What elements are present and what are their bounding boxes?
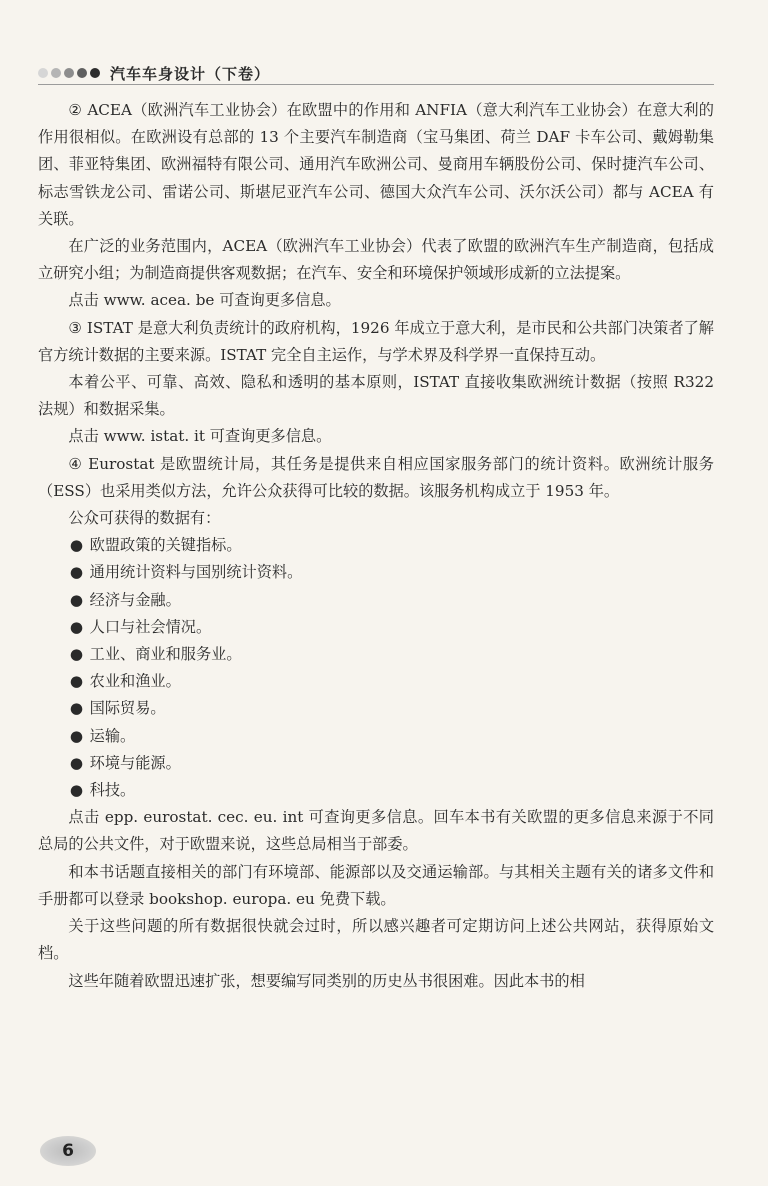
list-item: ● 农业和渔业。	[38, 668, 714, 695]
dot-icon	[64, 68, 74, 78]
paragraph-eu-expansion: 这些年随着欧盟迅速扩张，想要编写同类别的历史丛书很困难。因此本书的相	[68, 971, 585, 990]
paragraph-related-departments: 和本书话题直接相关的部门有环境部、能源部以及交通运输部。与其相关主题有关的诸多文件和手册都可以登录 bookshop. europa. eu 免费下载。	[38, 862, 714, 908]
page-number-badge	[40, 1136, 96, 1166]
bullet-icon: ●	[69, 536, 84, 555]
list-item: ● 欧盟政策的关键指标。	[38, 532, 714, 559]
bullet-icon: ●	[69, 726, 84, 745]
list-item: ● 经济与金融。	[38, 587, 714, 614]
paragraph-data-outdated: 关于这些问题的所有数据很快就会过时，所以感兴趣者可定期访问上述公共网站，获得原始文档。	[38, 917, 714, 963]
paragraph-istat-intro: ③ ISTAT 是意大利负责统计的政府机构，1926 年成立于意大利，是市民和公共部门决策者了解官方统计数据的主要来源。ISTAT 完全自主运作，与学术界及科学界一直保持互动。	[38, 318, 714, 364]
paragraph-acea-link: 点击 www. acea. be 可查询更多信息。	[68, 291, 341, 310]
dot-icon	[90, 68, 100, 78]
paragraph-data-available: 公众可获得的数据有：	[68, 509, 221, 528]
dot-icon	[77, 68, 87, 78]
list-item: ● 工业、商业和服务业。	[38, 641, 714, 668]
bullet-icon: ●	[69, 645, 84, 664]
paragraph-acea-intro: ② ACEA（欧洲汽车工业协会）在欧盟中的作用和 ANFIA（意大利汽车工业协会）在意大利的作用很相似。在欧洲设有总部的 13 个主要汽车制造商（宝马集团、荷兰 DAF 卡车公司、戴姆勒集团、菲亚特集团、欧洲福特有限公司、通用汽车欧洲公司、曼商用车辆股份公司、保时捷汽车公司、标志雪铁龙公司、雷诺公司、斯堪尼亚汽车公司、德国大众汽车公司、沃尔沃公司）都与 ACEA 有关联。	[38, 101, 714, 228]
list-item: ● 运输。	[38, 723, 714, 750]
bullet-icon: ●	[69, 699, 84, 718]
page-body	[38, 97, 714, 995]
page-number: 6	[62, 1141, 74, 1161]
bullet-icon: ●	[69, 590, 84, 609]
running-header	[38, 62, 714, 85]
paragraph-istat-link: 点击 www. istat. it 可查询更多信息。	[68, 427, 332, 446]
book-title: 汽车车身设计（下卷）	[110, 64, 271, 83]
header-dots-decoration	[38, 68, 100, 78]
paragraph-istat-principles: 本着公平、可靠、高效、隐私和透明的基本原则，ISTAT 直接收集欧洲统计数据（按照 R322 法规）和数据采集。	[38, 373, 714, 419]
dot-icon	[38, 68, 48, 78]
bullet-icon: ●	[69, 753, 84, 772]
paragraph-acea-scope: 在广泛的业务范围内，ACEA（欧洲汽车工业协会）代表了欧盟的欧洲汽车生产制造商，包括成立研究小组；为制造商提供客观数据；在汽车、安全和环境保护领域形成新的立法提案。	[38, 237, 714, 283]
list-item: ● 环境与能源。	[38, 750, 714, 777]
paragraph-eurostat-intro: ④ Eurostat 是欧盟统计局，其任务是提供来自相应国家服务部门的统计资料。欧洲统计服务（ESS）也采用类似方法，允许公众获得可比较的数据。该服务机构成立于 1953 年。	[38, 454, 714, 500]
bullet-icon: ●	[69, 563, 84, 582]
list-item: ● 通用统计资料与国别统计资料。	[38, 559, 714, 586]
dot-icon	[51, 68, 61, 78]
paragraph-eurostat-link: 点击 epp. eurostat. cec. eu. int 可查询更多信息。回车本书有关欧盟的更多信息来源于不同总局的公共文件，对于欧盟来说，这些总局相当于部委。	[38, 808, 714, 854]
list-item: ● 科技。	[38, 777, 714, 804]
bullet-icon: ●	[69, 672, 84, 691]
bullet-icon: ●	[69, 781, 84, 800]
bullet-icon: ●	[69, 617, 84, 636]
list-item: ● 人口与社会情况。	[38, 614, 714, 641]
available-data-list	[38, 532, 714, 804]
list-item: ● 国际贸易。	[38, 695, 714, 722]
